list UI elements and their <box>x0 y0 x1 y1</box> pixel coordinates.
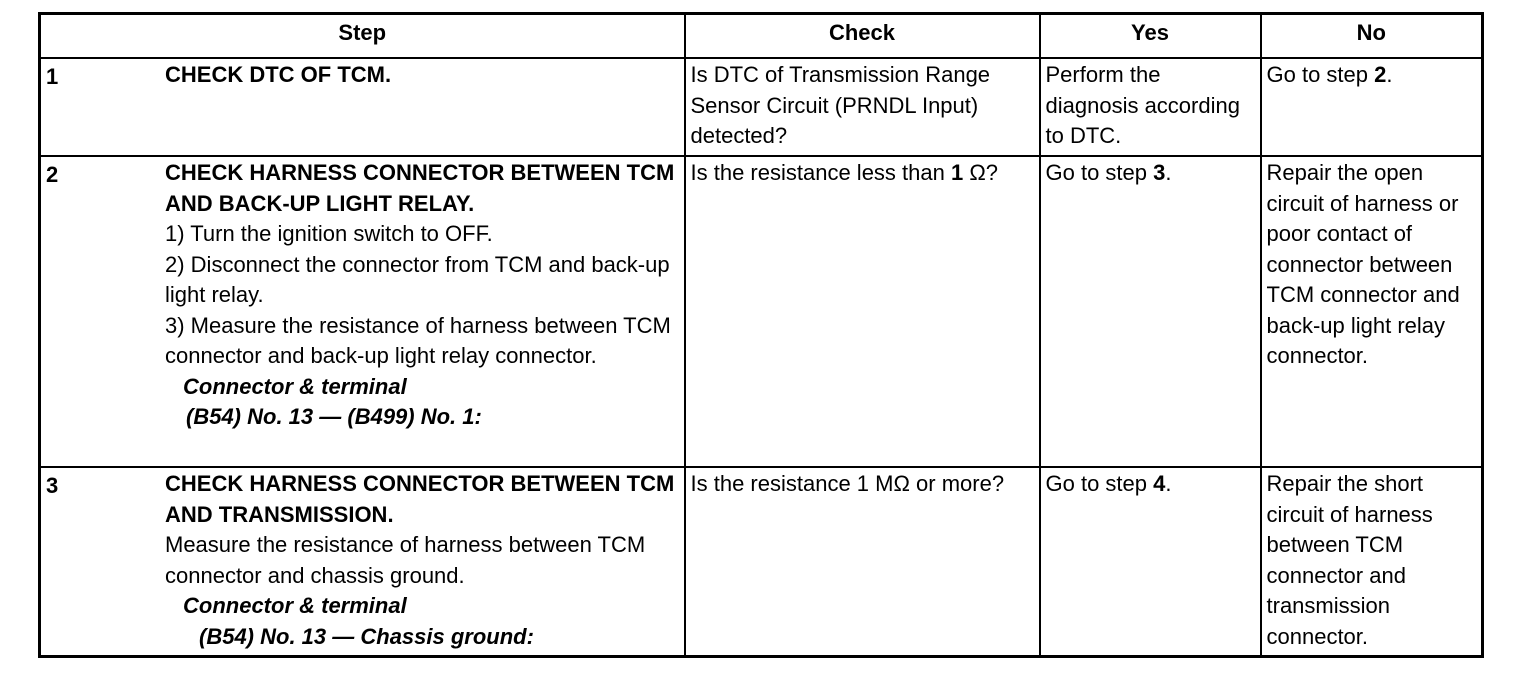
step-title: CHECK HARNESS CONNECTOR BETWEEN TCM AND TRANSMISSION. <box>165 471 675 527</box>
check-text: Is the resistance 1 MΩ or more? <box>690 471 1005 496</box>
no-step-number: 2 <box>1374 62 1387 87</box>
step-body <box>165 157 684 436</box>
header-yes: Yes <box>1040 14 1261 59</box>
no-text: Repair the open circuit of harness or poor contact of connector between TCM connector and back-up light relay connector. <box>1266 160 1460 368</box>
no-cell <box>1261 58 1483 156</box>
check-text: Is the resistance less than <box>690 160 951 185</box>
yes-text: Perform the diagnosis according to DTC. <box>1045 62 1240 148</box>
step-cell <box>40 467 685 657</box>
yes-cell <box>1040 58 1261 156</box>
no-cell <box>1261 156 1483 467</box>
yes-step-number: 3 <box>1153 160 1166 185</box>
table-row <box>40 58 1483 156</box>
no-text-suffix: . <box>1386 62 1393 87</box>
check-text: Is DTC of Transmission Range Sensor Circuit (PRNDL Input) detected? <box>690 62 991 148</box>
substep: Measure the resistance of harness between TCM connector and chassis ground. <box>165 532 646 588</box>
yes-step-number: 4 <box>1153 471 1166 496</box>
connector-label: Connector & terminal <box>183 593 407 618</box>
step-body <box>165 468 684 655</box>
header-check: Check <box>685 14 1040 59</box>
yes-cell <box>1040 467 1261 657</box>
no-text: Go to step <box>1266 62 1375 87</box>
no-cell <box>1261 467 1483 657</box>
connector-label: Connector & terminal <box>183 373 407 399</box>
step-cell <box>40 156 685 467</box>
header-no: No <box>1261 14 1483 59</box>
step-number: 1 <box>46 64 59 89</box>
step-body <box>165 59 684 94</box>
step-number: 2 <box>46 162 59 187</box>
table-row <box>40 156 1483 467</box>
check-value: 1 <box>950 160 964 185</box>
check-cell <box>685 58 1040 156</box>
connector-value: (B54) No. 13 — (B499) No. 1: <box>186 404 482 429</box>
substep: 3) Measure the resistance of harness between TCM connector and back-up light relay connector. <box>165 312 671 368</box>
step-title: CHECK DTC OF TCM. <box>165 62 392 87</box>
diagnostic-table <box>38 12 1484 658</box>
connector-value: (B54) No. 13 — Chassis ground: <box>199 623 534 649</box>
table-row <box>40 467 1483 657</box>
check-cell <box>685 467 1040 657</box>
step-cell <box>40 58 685 156</box>
yes-text-suffix: . <box>1165 471 1172 496</box>
check-cell <box>685 156 1040 467</box>
yes-text: Go to step <box>1045 160 1154 185</box>
header-row <box>40 14 1483 59</box>
no-text: Repair the short circuit of harness between TCM connector and transmission connector. <box>1266 471 1433 649</box>
yes-text-suffix: . <box>1165 160 1172 185</box>
step-number: 3 <box>46 473 59 498</box>
check-text-suffix: Ω? <box>963 160 999 185</box>
header-step: Step <box>40 14 685 59</box>
step-title: CHECK HARNESS CONNECTOR BETWEEN TCM AND BACK-UP LIGHT RELAY. <box>165 160 675 216</box>
yes-cell <box>1040 156 1261 467</box>
substep: 1) Turn the ignition switch to OFF. <box>165 221 493 246</box>
yes-text: Go to step <box>1045 471 1154 496</box>
substep: 2) Disconnect the connector from TCM and back-up light relay. <box>165 251 670 307</box>
